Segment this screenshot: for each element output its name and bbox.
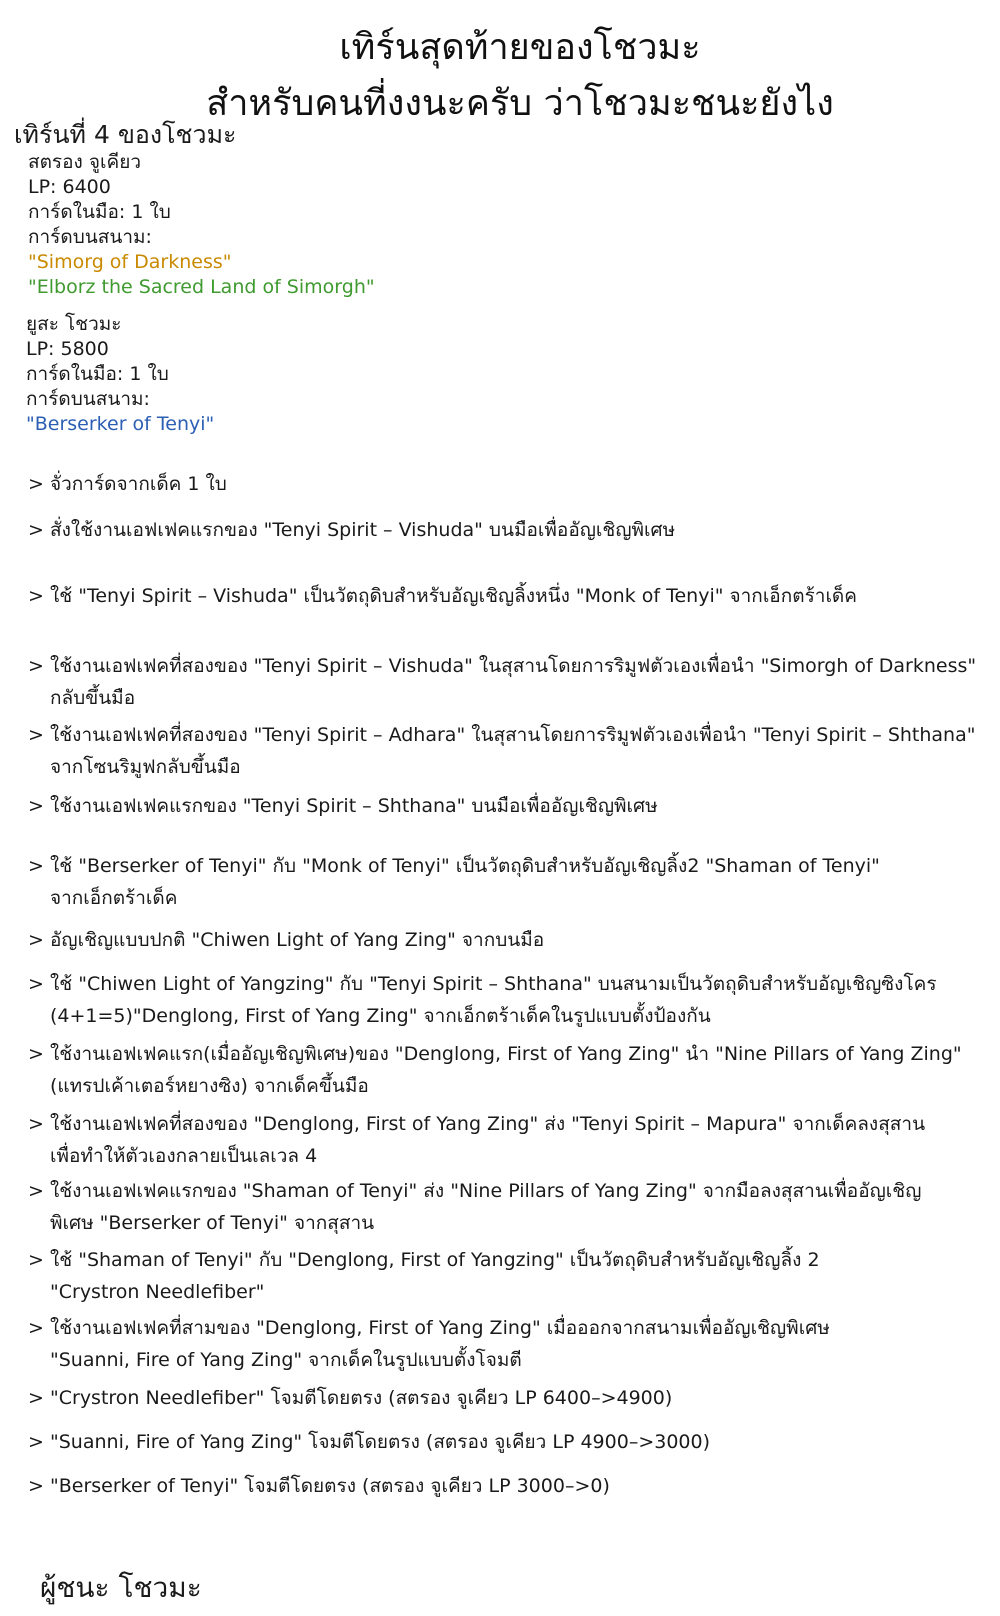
step-line bbox=[28, 1175, 978, 1207]
step-line bbox=[28, 514, 978, 546]
chevron-right-icon: > bbox=[28, 1475, 44, 1497]
step-text: เพื่อทำให้ตัวเองกลายเป็นเลเวล 4 bbox=[50, 1145, 318, 1167]
player2-name: ยูสะ โชวมะ bbox=[26, 313, 122, 335]
step-text: พิเศษ "Berserker of Tenyi" จากสุสาน bbox=[50, 1212, 375, 1234]
player2-field-label: การ์ดบนสนาม: bbox=[26, 388, 150, 410]
player1-status bbox=[28, 150, 375, 300]
step-text: "Suanni, Fire of Yang Zing" โจมตีโดยตรง (สตรอง จูเคียว LP 4900–>3000) bbox=[50, 1431, 710, 1453]
step-text: ใช้ "Berserker of Tenyi" กับ "Monk of Tenyi" เป็นวัตถุดิบสำหรับอัญเชิญลิ้ง2 "Shaman of Tenyi" bbox=[50, 855, 880, 877]
step-text: จากเอ็กตร้าเด็ค bbox=[50, 887, 178, 909]
chevron-right-icon: > bbox=[28, 973, 44, 995]
step-text: ใช้งานเอฟเฟคที่สองของ "Tenyi Spirit – Vishuda" ในสุสานโดยการริมูฟตัวเองเพื่อนำ "Simorgh of Darkness" bbox=[50, 655, 977, 677]
chevron-right-icon: > bbox=[28, 929, 44, 951]
step-item bbox=[28, 1426, 978, 1458]
step-line bbox=[28, 790, 978, 822]
step-text: "Berserker of Tenyi" โจมตีโดยตรง (สตรอง จูเคียว LP 3000–>0) bbox=[50, 1475, 610, 1497]
step-item bbox=[28, 968, 978, 1032]
step-line bbox=[28, 580, 978, 612]
step-line bbox=[28, 1140, 978, 1172]
chevron-right-icon: > bbox=[28, 655, 44, 677]
step-text: "Suanni, Fire of Yang Zing" จากเด็คในรูปแบบตั้งโจมตี bbox=[50, 1349, 522, 1371]
step-item bbox=[28, 1382, 978, 1414]
player2-field-card: "Berserker of Tenyi" bbox=[26, 413, 215, 435]
chevron-right-icon: > bbox=[28, 585, 44, 607]
chevron-right-icon: > bbox=[28, 519, 44, 541]
step-item bbox=[28, 650, 978, 714]
chevron-right-icon: > bbox=[28, 724, 44, 746]
step-text: ใช้ "Tenyi Spirit – Vishuda" เป็นวัตถุดิบสำหรับอัญเชิญลิ้งหนึ่ง "Monk of Tenyi" จากเอ็กตร้าเด็ค bbox=[50, 585, 857, 607]
step-line bbox=[28, 468, 978, 500]
step-text: (4+1=5)"Denglong, First of Yang Zing" จากเอ็กตร้าเด็คในรูปแบบตั้งป้องกัน bbox=[50, 1005, 711, 1027]
step-text: ใช้งานเอฟเฟคที่สามของ "Denglong, First of Yang Zing" เมื่อออกจากสนามเพื่ออัญเชิญพิเศษ bbox=[50, 1317, 830, 1339]
player2-status bbox=[26, 312, 214, 437]
chevron-right-icon: > bbox=[28, 855, 44, 877]
step-item bbox=[28, 719, 978, 783]
player1-field-label: การ์ดบนสนาม: bbox=[28, 226, 152, 248]
chevron-right-icon: > bbox=[28, 1180, 44, 1202]
step-line bbox=[28, 1000, 978, 1032]
turn-heading: เทิร์นที่ 4 ของโชวมะ bbox=[14, 120, 237, 149]
step-line bbox=[28, 650, 978, 682]
chevron-right-icon: > bbox=[28, 1249, 44, 1271]
step-line bbox=[28, 1207, 978, 1239]
step-text: ใช้งานเอฟเฟคแรก(เมื่ออัญเชิญพิเศษ)ของ "Denglong, First of Yang Zing" นำ "Nine Pillars of Yang Zing" bbox=[50, 1043, 962, 1065]
step-line bbox=[28, 1276, 978, 1308]
step-line bbox=[28, 850, 978, 882]
step-text: สั่งใช้งานเอฟเฟคแรกของ "Tenyi Spirit – Vishuda" บนมือเพื่ออัญเชิญพิเศษ bbox=[50, 519, 676, 541]
player2-hand: การ์ดในมือ: 1 ใบ bbox=[26, 363, 169, 385]
step-item bbox=[28, 468, 978, 500]
step-line bbox=[28, 1312, 978, 1344]
chevron-right-icon: > bbox=[28, 1431, 44, 1453]
step-line bbox=[28, 682, 978, 714]
step-item bbox=[28, 580, 978, 612]
step-text: ใช้ "Shaman of Tenyi" กับ "Denglong, First of Yangzing" เป็นวัตถุดิบสำหรับอัญเชิญลิ้ง 2 bbox=[50, 1249, 820, 1271]
step-line bbox=[28, 719, 978, 751]
player1-lp: LP: 6400 bbox=[28, 176, 111, 198]
step-text: อัญเชิญแบบปกติ "Chiwen Light of Yang Zing" จากบนมือ bbox=[50, 929, 545, 951]
step-item bbox=[28, 850, 978, 914]
step-item bbox=[28, 1470, 978, 1502]
step-item bbox=[28, 1108, 978, 1172]
step-line bbox=[28, 751, 978, 783]
step-text: กลับขึ้นมือ bbox=[50, 687, 136, 709]
step-item bbox=[28, 514, 978, 546]
chevron-right-icon: > bbox=[28, 1387, 44, 1409]
chevron-right-icon: > bbox=[28, 795, 44, 817]
step-text: ใช้งานเอฟเฟคที่สองของ "Denglong, First of Yang Zing" ส่ง "Tenyi Spirit – Mapura" จากเด็คลงสุสาน bbox=[50, 1113, 926, 1135]
winner-text: ผู้ชนะ โชวมะ bbox=[40, 1571, 202, 1604]
step-text: ใช้ "Chiwen Light of Yangzing" กับ "Tenyi Spirit – Shthana" บนสนามเป็นวัตถุดิบสำหรับอัญเชิญซิงโคร bbox=[50, 973, 937, 995]
step-text: ใช้งานเอฟเฟคแรกของ "Shaman of Tenyi" ส่ง "Nine Pillars of Yang Zing" จากมือลงสุสานเพื่ออัญเชิญ bbox=[50, 1180, 922, 1202]
player2-lp: LP: 5800 bbox=[26, 338, 109, 360]
step-line bbox=[28, 1470, 978, 1502]
step-item bbox=[28, 1038, 978, 1102]
step-line bbox=[28, 1382, 978, 1414]
step-item bbox=[28, 790, 978, 822]
step-line bbox=[28, 1108, 978, 1140]
step-text: (แทรปเค้าเตอร์หยางซิง) จากเด็คขึ้นมือ bbox=[50, 1075, 369, 1097]
step-item bbox=[28, 1175, 978, 1239]
step-text: ใช้งานเอฟเฟคแรกของ "Tenyi Spirit – Shthana" บนมือเพื่ออัญเชิญพิเศษ bbox=[50, 795, 658, 817]
player1-field-card: "Elborz the Sacred Land of Simorgh" bbox=[28, 276, 375, 298]
step-item bbox=[28, 924, 978, 956]
step-line bbox=[28, 882, 978, 914]
player1-field-card: "Simorg of Darkness" bbox=[28, 251, 232, 273]
step-text: ใช้งานเอฟเฟคที่สองของ "Tenyi Spirit – Adhara" ในสุสานโดยการริมูฟตัวเองเพื่อนำ "Tenyi Spirit – Shthana" bbox=[50, 724, 976, 746]
step-line bbox=[28, 1070, 978, 1102]
player1-name: สตรอง จูเคียว bbox=[28, 151, 142, 173]
player1-hand: การ์ดในมือ: 1 ใบ bbox=[28, 201, 171, 223]
step-line bbox=[28, 1038, 978, 1070]
step-text: จากโซนริมูฟกลับขึ้นมือ bbox=[50, 756, 241, 778]
chevron-right-icon: > bbox=[28, 1317, 44, 1339]
step-item bbox=[28, 1312, 978, 1376]
title-line-1: เทิร์นสุดท้ายของโชวมะ bbox=[339, 27, 701, 68]
step-line bbox=[28, 1344, 978, 1376]
chevron-right-icon: > bbox=[28, 473, 44, 495]
step-text: จั่วการ์ดจากเด็ค 1 ใบ bbox=[50, 473, 227, 495]
step-line bbox=[28, 1426, 978, 1458]
step-line bbox=[28, 924, 978, 956]
chevron-right-icon: > bbox=[28, 1043, 44, 1065]
step-text: "Crystron Needlefiber" โจมตีโดยตรง (สตรอง จูเคียว LP 6400–>4900) bbox=[50, 1387, 673, 1409]
step-line bbox=[28, 968, 978, 1000]
step-item bbox=[28, 1244, 978, 1308]
chevron-right-icon: > bbox=[28, 1113, 44, 1135]
step-line bbox=[28, 1244, 978, 1276]
step-text: "Crystron Needlefiber" bbox=[50, 1281, 265, 1303]
title-line-2: สำหรับคนที่งงนะครับ ว่าโชวมะชนะยังไง bbox=[206, 83, 834, 124]
